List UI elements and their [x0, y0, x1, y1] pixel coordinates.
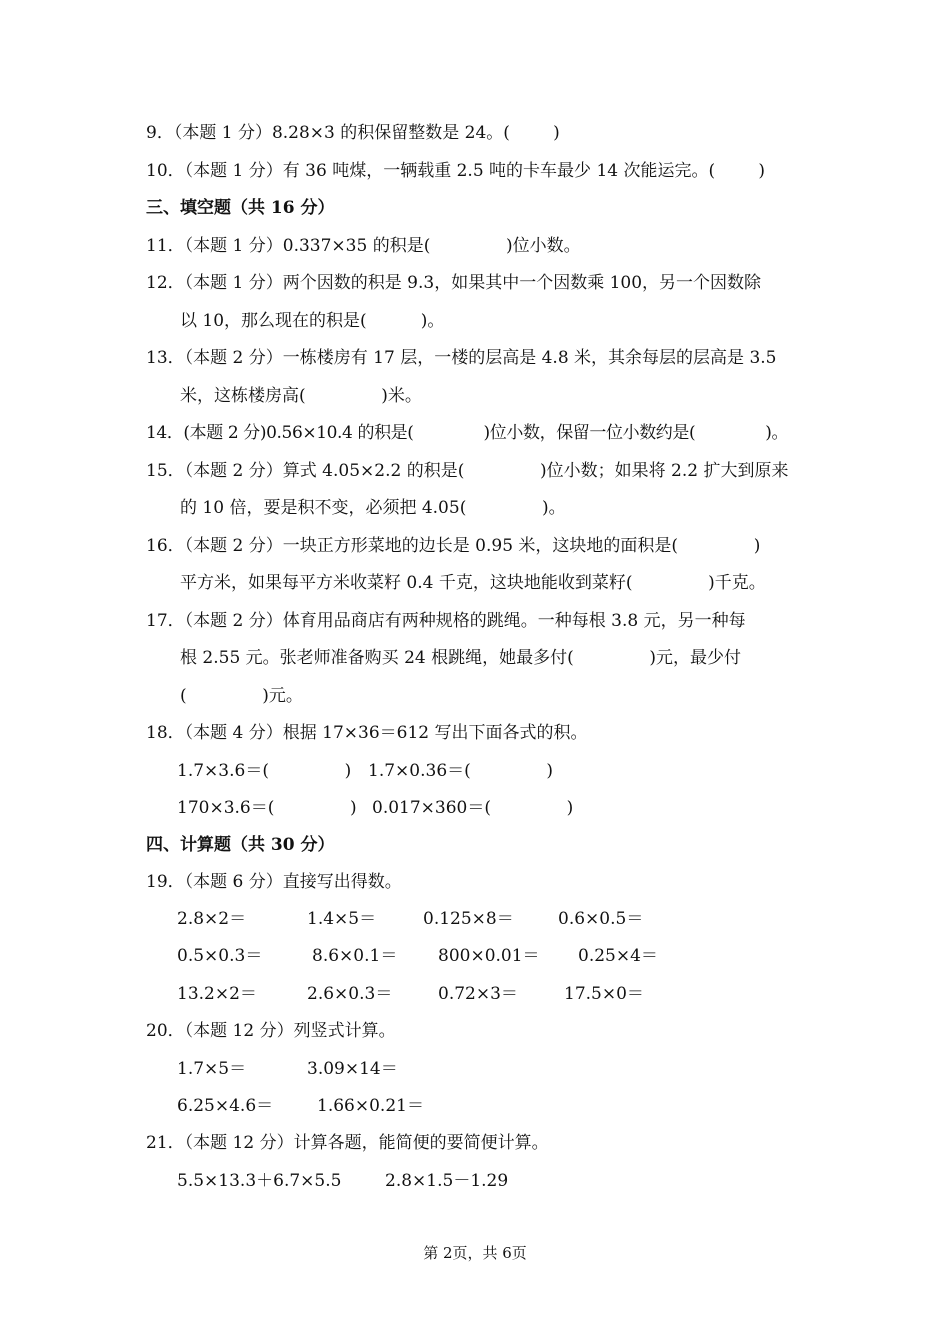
q21-item: 5.5×13.3＋6.7×5.5 [177, 1171, 342, 1191]
question-18: 18．（本题 4 分）根据 17×36＝612 写出下面各式的积。 [146, 723, 588, 743]
q19-item: 2.6×0.3＝ [307, 984, 393, 1004]
q19-item: 0.125×8＝ [423, 909, 514, 929]
q20-item: 1.7×5＝ [177, 1059, 247, 1079]
q19-item: 8.6×0.1＝ [312, 946, 398, 966]
q19-item: 13.2×2＝ [177, 984, 257, 1004]
question-15-cont: 的 10 倍，要是积不变，必须把 4.05( )。 [180, 498, 566, 518]
q20-item: 6.25×4.6＝ [177, 1096, 274, 1116]
q18-item: 170×3.6＝( ) [177, 798, 357, 818]
q19-item: 0.6×0.5＝ [558, 909, 644, 929]
question-21: 21．（本题 12 分）计算各题，能简便的要简便计算。 [146, 1133, 549, 1153]
q18-item: 1.7×3.6＝( ) [177, 761, 352, 781]
q18-item: 1.7×0.36＝( ) [368, 761, 554, 781]
question-15: 15．（本题 2 分）算式 4.05×2.2 的积是( )位小数；如果将 2.2 扩大到原来 [146, 461, 789, 481]
question-17-cont: 根 2.55 元。张老师准备购买 24 根跳绳，她最多付( )元，最少付 [180, 648, 742, 668]
q19-item: 0.25×4＝ [578, 946, 658, 966]
question-12: 12．（本题 1 分）两个因数的积是 9.3，如果其中一个因数乘 100，另一个因数除 [146, 273, 762, 293]
q19-item: 800×0.01＝ [438, 946, 540, 966]
q21-item: 2.8×1.5－1.29 [385, 1171, 509, 1191]
section-3-heading: 三、填空题（共 16 分） [146, 198, 335, 218]
question-12-cont: 以 10，那么现在的积是( )。 [180, 311, 445, 331]
q19-item: 0.72×3＝ [438, 984, 518, 1004]
question-17: 17．（本题 2 分）体育用品商店有两种规格的跳绳。一种每根 3.8 元，另一种每 [146, 611, 746, 631]
q19-item: 17.5×0＝ [564, 984, 644, 1004]
question-16-cont: 平方米，如果每平方米收菜籽 0.4 千克，这块地能收到菜籽( )千克。 [180, 573, 766, 593]
q18-item: 0.017×360＝( ) [372, 798, 574, 818]
question-13-cont: 米，这栋楼房高( )米。 [180, 386, 422, 406]
q20-item: 1.66×0.21＝ [317, 1096, 424, 1116]
question-13: 13．（本题 2 分）一栋楼房有 17 层，一楼的层高是 4.8 米，其余每层的层高是 3.5 [146, 348, 777, 368]
page-footer: 第 2页，共 6页 [423, 1244, 527, 1262]
q19-item: 2.8×2＝ [177, 909, 247, 929]
question-16: 16．（本题 2 分）一块正方形菜地的边长是 0.95 米，这块地的面积是( ) [146, 536, 761, 556]
q19-item: 0.5×0.3＝ [177, 946, 263, 966]
q19-item: 1.4×5＝ [307, 909, 377, 929]
question-19: 19．（本题 6 分）直接写出得数。 [146, 872, 402, 892]
question-11: 11．（本题 1 分）0.337×35 的积是( )位小数。 [146, 236, 581, 256]
question-14: 14．(本题 2 分)0.56×10.4 的积是( )位小数，保留一位小数约是( )。 [146, 423, 789, 443]
question-20: 20．（本题 12 分）列竖式计算。 [146, 1021, 396, 1041]
q20-item: 3.09×14＝ [307, 1059, 398, 1079]
question-9: 9．（本题 1 分）8.28×3 的积保留整数是 24。( ) [146, 123, 560, 143]
question-10: 10．（本题 1 分）有 36 吨煤，一辆载重 2.5 吨的卡车最少 14 次能运完。( ) [146, 161, 765, 181]
section-4-heading: 四、计算题（共 30 分） [146, 835, 335, 855]
question-17-cont-2: ( )元。 [180, 686, 303, 706]
